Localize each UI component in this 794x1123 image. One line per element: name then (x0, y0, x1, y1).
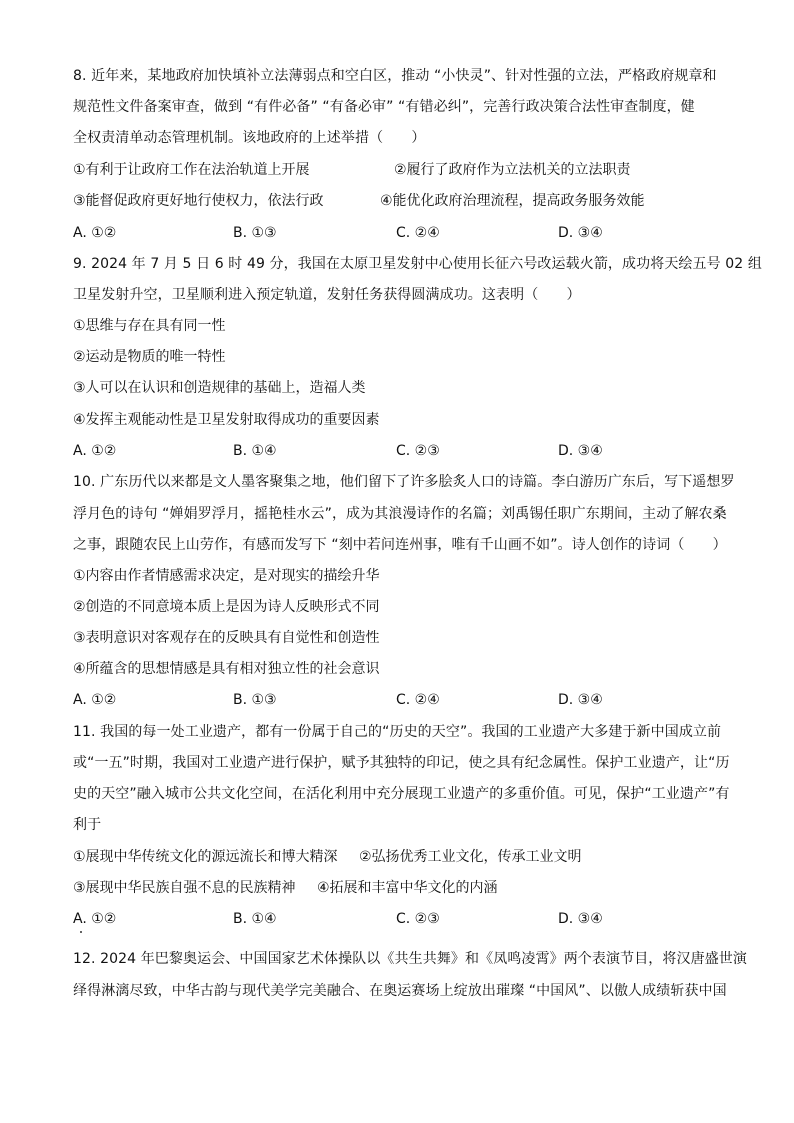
statement-4: ④所蕴含的思想情感是具有相对独立性的社会意识 (73, 661, 380, 677)
option-d: D. ③④ (558, 911, 603, 927)
question-11-stem-line: 11. 我国的每一处工业遗产，都有一份属于自己的“历史的天空”。我国的工业遗产大多建于新中国成立前 (73, 724, 722, 740)
option-a: A. ①② (73, 443, 117, 459)
option-d: D. ③④ (558, 225, 603, 241)
stray-mark (80, 931, 82, 933)
statement-2: ②创造的不同意境本质上是因为诗人反映形式不同 (73, 599, 380, 615)
question-9-stem-line: 9. 2024 年 7 月 5 日 6 时 49 分，我国在太原卫星发射中心使用长征六号改运载火箭，成功将天绘五号 02 组 (73, 256, 762, 272)
question-11-stem-line: 利于 (73, 817, 102, 833)
question-8-stem-line: 全权责清单动态管理机制。该地政府的上述举措（ ） (73, 130, 426, 146)
statement-1: ①有利于让政府工作在法治轨道上开展 (73, 162, 310, 178)
question-8-stem-line: 规范性文件备案审查，做到 “有件必备” “有备必审” “有错必纠”，完善行政决策合法性审查制度，健 (73, 99, 695, 115)
question-12-stem-line: 绎得淋漓尽致，中华古韵与现代美学完美融合、在奥运赛场上绽放出璀璨 “中国风”、以傲人成绩斩获中国 (73, 983, 727, 999)
option-a: A. ①② (73, 911, 117, 927)
statement-2: ②运动是物质的唯一特性 (73, 349, 226, 365)
option-c: C. ②③ (396, 443, 440, 459)
option-a: A. ①② (73, 692, 117, 708)
question-10-stem-line: 浮月色的诗句 “婵娟罗浮月，摇艳桂水云”，成为其浪漫诗作的名篇；刘禹锡任职广东期间，主动了解农桑 (73, 506, 727, 522)
statement-1: ①内容由作者情感需求决定，是对现实的描绘升华 (73, 568, 380, 584)
option-d: D. ③④ (558, 692, 603, 708)
question-10-stem-line: 之事，跟随农民上山劳作，有感而发写下 “刻中若问连州事，唯有千山画不如”。诗人创作的诗词（ ） (73, 537, 727, 553)
statement-1: ①展现中华传统文化的源远流长和博大精深 (73, 849, 338, 865)
statement-2: ②弘扬优秀工业文化，传承工业文明 (359, 849, 582, 865)
question-10-stem-line: 10. 广东历代以来都是文人墨客聚集之地，他们留下了许多脍炙人口的诗篇。李白游历广东后，写下遥想罗 (73, 474, 735, 490)
statement-4: ④拓展和丰富中华文化的内涵 (317, 880, 498, 896)
statement-1: ①思维与存在具有同一性 (73, 318, 226, 334)
question-12-stem-line: 12. 2024 年巴黎奥运会、中国国家艺术体操队以《共生共舞》和《凤鸣凌霄》两个表演节目，将汉唐盛世演 (73, 951, 747, 967)
option-b: B. ①③ (233, 225, 277, 241)
option-b: B. ①④ (233, 443, 277, 459)
statement-3: ③表明意识对客观存在的反映具有自觉性和创造性 (73, 630, 380, 646)
option-b: B. ①④ (233, 911, 277, 927)
statement-3: ③展现中华民族自强不息的民族精神 (73, 880, 296, 896)
statement-4: ④能优化政府治理流程，提高政务服务效能 (380, 193, 645, 209)
option-d: D. ③④ (558, 443, 603, 459)
option-a: A. ①② (73, 225, 117, 241)
question-8-stem-line: 8. 近年来，某地政府加快填补立法薄弱点和空白区，推动 “小快灵”、针对性强的立法，严格政府规章和 (73, 68, 717, 84)
question-11-stem-line: 或“一五”时期，我国对工业遗产进行保护，赋予其独特的印记，使之具有纪念属性。保护工业遗产，让“历 (73, 755, 730, 771)
option-c: C. ②④ (396, 692, 440, 708)
statement-4: ④发挥主观能动性是卫星发射取得成功的重要因素 (73, 412, 380, 428)
statement-3: ③人可以在认识和创造规律的基础上，造福人类 (73, 380, 366, 396)
question-11-stem-line: 史的天空”融入城市公共文化空间，在活化利用中充分展现工业遗产的多重价值。可见，保护“工业遗产”有 (73, 786, 730, 802)
statement-3: ③能督促政府更好地行使权力，依法行政 (73, 193, 324, 209)
statement-2: ②履行了政府作为立法机关的立法职责 (394, 162, 631, 178)
question-9-stem-line: 卫星发射升空，卫星顺利进入预定轨道，发射任务获得圆满成功。这表明（ ） (73, 287, 581, 303)
option-c: C. ②④ (396, 225, 440, 241)
option-b: B. ①③ (233, 692, 277, 708)
option-c: C. ②③ (396, 911, 440, 927)
